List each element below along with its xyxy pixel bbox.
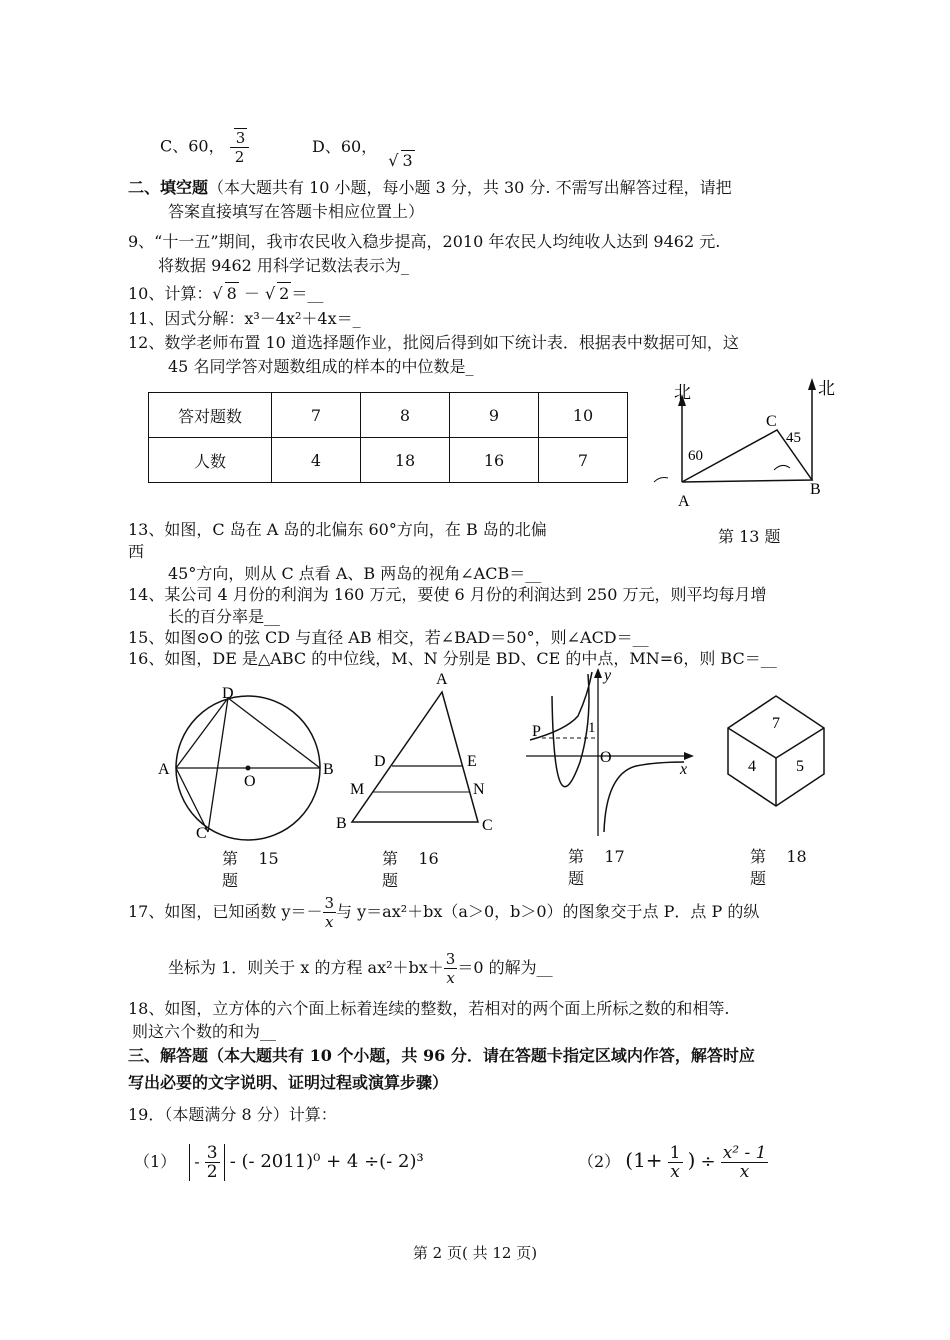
sqrt-3: 3 bbox=[235, 129, 246, 147]
table-cell: 10 bbox=[539, 393, 628, 438]
label-c: C bbox=[482, 817, 493, 834]
q13-line3: 45°方向，则从 C 点看 A、B 两岛的视角∠ACB＝__ bbox=[168, 564, 542, 583]
x-arrow-icon bbox=[684, 752, 694, 760]
table-cell: 9 bbox=[450, 393, 539, 438]
q14-line1: 14、某公司 4 月份的利润为 160 万元，要使 6 月份的利润达到 250 万元，则平均每月增 bbox=[128, 585, 767, 604]
label-o: O bbox=[600, 749, 612, 766]
q12-line1: 12、数学老师布置 10 道选择题作业，批阅后得到如下统计表．根据表中数据可知，这 bbox=[128, 333, 739, 352]
label-n: N bbox=[473, 781, 485, 798]
label-p: P bbox=[532, 723, 541, 740]
label-a: A bbox=[678, 493, 690, 510]
q18-line2: 则这六个数的和为__ bbox=[132, 1022, 277, 1041]
center-dot bbox=[246, 766, 251, 771]
caption-fig18: 第 18 bbox=[750, 847, 807, 866]
angle-arc bbox=[774, 465, 790, 470]
label-north-2: 北 bbox=[818, 379, 835, 398]
q17-line1: 17、如图，已知函数 y＝－ $\frac{3}{x}$ 与 y＝ax²＋bx（a＞0，b＞0）的图象交于点 P．点 P 的纵 bbox=[128, 894, 760, 931]
caption-fig16: 第 16 bbox=[382, 849, 439, 868]
q11: 11、因式分解：x³－4x²＋4x＝_ bbox=[128, 309, 361, 328]
q13-line1: 13、如图，C 岛在 A 岛的北偏东 60°方向，在 B 岛的北偏 bbox=[128, 520, 547, 539]
caption-fig17: 第 17 bbox=[568, 847, 625, 866]
section-desc: （本大题共有 10 小题，每小题 3 分，共 30 分. 不需写出解答过程，请把 bbox=[208, 178, 732, 197]
figure-16 bbox=[330, 668, 510, 838]
q19-part1: （1） - $\frac{3}{2}$ - (- 2011)⁰ + 4 ÷(- 2)³ bbox=[134, 1143, 424, 1182]
denominator: 2 bbox=[234, 148, 245, 166]
label-north-1: 北 bbox=[674, 383, 691, 402]
face-top: 7 bbox=[772, 715, 780, 732]
absolute-value: - $\frac{3}{2}$ bbox=[189, 1144, 224, 1181]
choice-c-fraction bbox=[230, 128, 250, 166]
y-arrow-icon bbox=[594, 668, 602, 678]
caption-fig15-2: 题 bbox=[222, 871, 239, 890]
caption-fig15: 第 15 bbox=[222, 849, 279, 868]
label-y: y bbox=[604, 667, 612, 684]
section2-desc2: 答案直接填写在答题卡相应位置上） bbox=[168, 202, 425, 221]
table-cell: 7 bbox=[539, 438, 628, 483]
cube-top-edges bbox=[728, 728, 824, 758]
caption-fig16-2: 题 bbox=[382, 871, 399, 890]
label-d: D bbox=[222, 685, 234, 702]
label-b: B bbox=[810, 481, 821, 498]
q19-part2: （2） (1+ $\frac{1}{x}$ ) ÷ $\frac{\text{x² - 1}}{x}$ bbox=[578, 1143, 767, 1182]
label-angle-60: 60 bbox=[688, 448, 703, 464]
choice-d: D、60， √ 3 bbox=[312, 137, 413, 170]
q10: 10、计算：√ 8 － √ 2 ＝__ bbox=[128, 284, 324, 303]
stats-table bbox=[148, 392, 628, 483]
label-a: A bbox=[158, 761, 170, 778]
q9-line2: 将数据 9462 用科学记数法表示为_ bbox=[158, 256, 409, 275]
fraction: $\frac{3}{x}$ bbox=[324, 894, 335, 931]
sqrt-3: 3 bbox=[402, 151, 413, 170]
choice-d-label: D、60， bbox=[312, 137, 378, 156]
figure-13 bbox=[640, 374, 850, 524]
q16: 16、如图，DE 是△ABC 的中位线，M、N 分别是 BD、CE 的中点，MN=6，则 BC＝__ bbox=[128, 649, 777, 668]
arrow-head-icon bbox=[808, 378, 816, 390]
chord-dc bbox=[208, 698, 228, 832]
figure-17 bbox=[516, 664, 706, 844]
chords-ad-db bbox=[176, 698, 320, 768]
q18-line1: 18、如图，立方体的六个面上标着连续的整数，若相对的两个面上所标之数的和相等. bbox=[128, 999, 730, 1018]
page-footer: 第 2 页( 共 12 页) bbox=[412, 1244, 538, 1262]
label-d: D bbox=[374, 753, 386, 770]
table-header-cell: 人数 bbox=[149, 438, 272, 483]
table-cell: 8 bbox=[361, 393, 450, 438]
label-one: 1 bbox=[588, 720, 596, 736]
angle-arc bbox=[654, 478, 668, 483]
table-header-cell: 答对题数 bbox=[149, 393, 272, 438]
figure-15 bbox=[150, 680, 340, 850]
label-b: B bbox=[336, 815, 347, 832]
triangle-abc bbox=[352, 692, 478, 822]
face-left: 4 bbox=[748, 758, 756, 775]
q19-title: 19．（本题满分 8 分）计算： bbox=[128, 1105, 337, 1124]
caption-fig17-2: 题 bbox=[568, 869, 585, 888]
table-cell: 4 bbox=[272, 438, 361, 483]
hyperbola-right-branch bbox=[604, 762, 684, 832]
q15: 15、如图⊙O 的弦 CD 与直径 AB 相交，若∠BAD＝50°，则∠ACD＝__ bbox=[128, 628, 649, 647]
q12-line2: 45 名同学答对题数组成的样本的中位数是_ bbox=[168, 357, 474, 376]
label-c: C bbox=[196, 825, 207, 842]
label-angle-45: 45 bbox=[786, 430, 801, 446]
section3-line2: 写出必要的文字说明、证明过程或演算步骤） bbox=[128, 1073, 449, 1092]
table-cell: 7 bbox=[272, 393, 361, 438]
label-m: M bbox=[350, 781, 365, 798]
label-b: B bbox=[323, 761, 334, 778]
label-o: O bbox=[244, 773, 256, 790]
chord-ac bbox=[176, 768, 208, 832]
q13-line2: 西 bbox=[128, 542, 145, 561]
figure-18 bbox=[720, 686, 830, 816]
caption-fig13: 第 13 题 bbox=[718, 527, 781, 546]
q9-line1: 9、“十一五”期间，我市农民收入稳步提高，2010 年农民人均纯收人达到 9462 元. bbox=[128, 232, 721, 251]
section2-heading bbox=[128, 177, 732, 199]
table-row bbox=[149, 393, 628, 438]
label-c: C bbox=[766, 413, 777, 430]
q14-line2: 长的百分率是__ bbox=[168, 607, 281, 626]
section-title: 二、填空题 bbox=[128, 178, 209, 197]
table-row bbox=[149, 438, 628, 483]
choice-c-label: C、60， bbox=[160, 136, 225, 156]
section3-line1: 三、解答题（本大题共有 10 个小题，共 96 分．请在答题卡指定区域内作答，解答时应 bbox=[128, 1046, 755, 1065]
label-a: A bbox=[436, 671, 448, 688]
table-cell: 16 bbox=[450, 438, 539, 483]
fraction: $\frac{3}{x}$ bbox=[445, 950, 456, 987]
label-x: x bbox=[680, 761, 688, 778]
choice-c bbox=[160, 128, 249, 166]
face-right: 5 bbox=[796, 758, 804, 775]
q17-line2: 坐标为 1．则关于 x 的方程 ax²＋bx＋ $\frac{3}{x}$ ＝0 的解为__ bbox=[168, 950, 553, 987]
caption-fig18-2: 题 bbox=[750, 869, 767, 888]
label-e: E bbox=[467, 753, 477, 770]
table-cell: 18 bbox=[361, 438, 450, 483]
